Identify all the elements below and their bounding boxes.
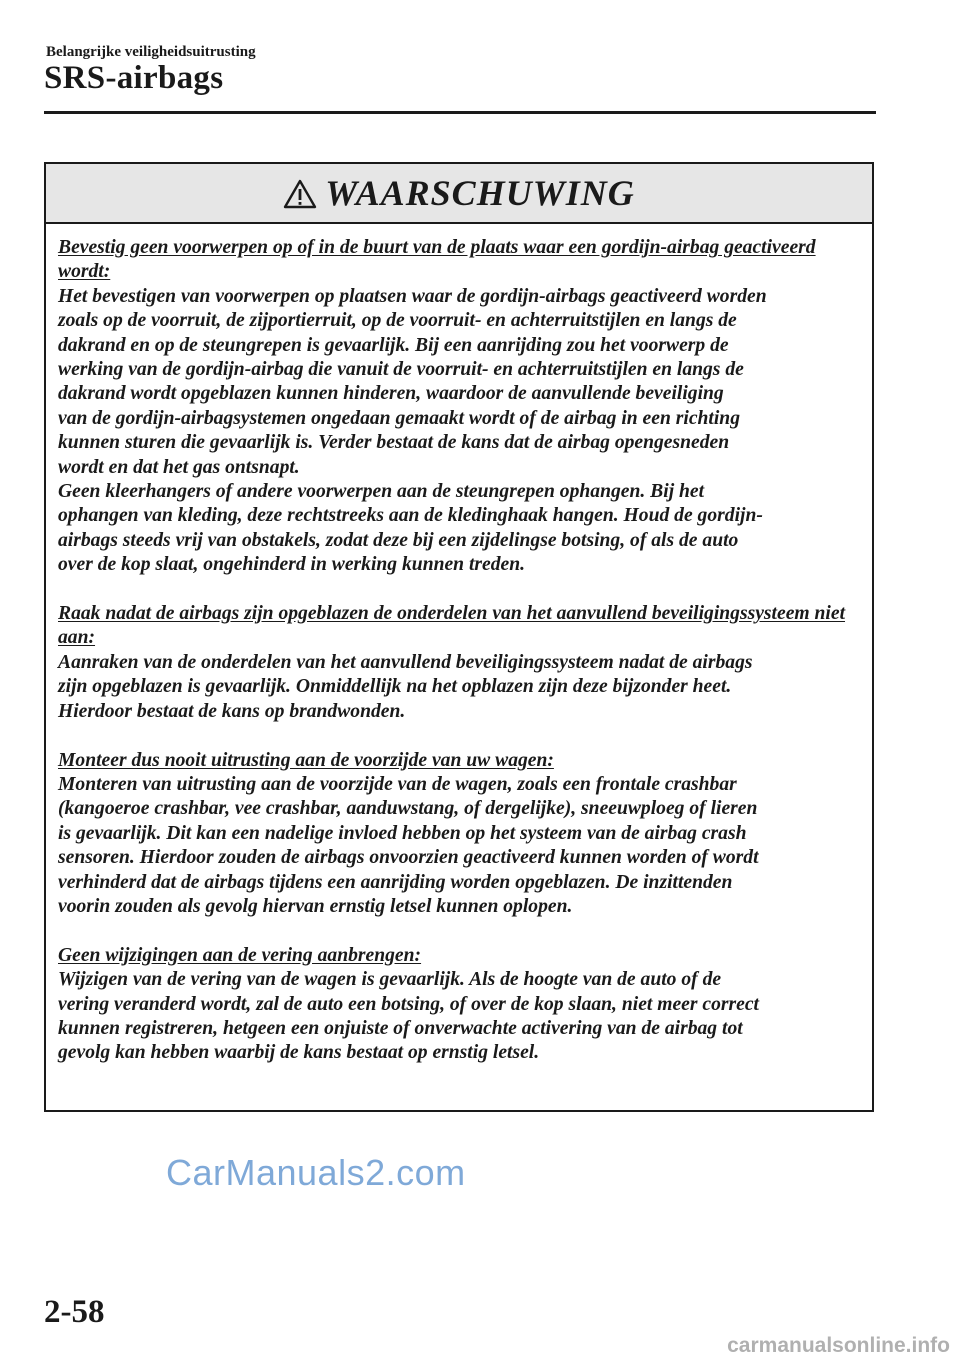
title-rule <box>44 111 876 114</box>
paragraph-line: zijn opgeblazen is gevaarlijk. Onmiddellijk na het opblazen zijn deze bijzonder heet. <box>58 676 732 698</box>
paragraph-line: Hierdoor bestaat de kans op brandwonden. <box>58 700 406 722</box>
paragraph-line: dakrand wordt opgeblazen kunnen hinderen, waardoor de aanvullende beveiliging <box>58 383 724 405</box>
warning-header <box>46 164 872 224</box>
paragraph-line: gevolg kan hebben waarbij de kans bestaat op ernstig letsel. <box>58 1042 540 1064</box>
paragraph-line: airbags steeds vrij van obstakels, zodat deze bij een zijdelingse botsing, of als de auto <box>58 529 739 551</box>
paragraph-line: wordt en dat het gas ontsnapt. <box>58 456 300 478</box>
warning-title: WAARSCHUWING <box>325 173 635 213</box>
warning-paragraph <box>58 944 860 1066</box>
paragraph-line: van de gordijn-airbagsystemen ongedaan gemaakt wordt of de airbag in een richting <box>58 407 740 429</box>
warning-paragraph <box>58 749 860 920</box>
paragraph-line: Aanraken van de onderdelen van het aanvullend beveiligingssysteem nadat de airbags <box>58 651 753 673</box>
paragraph-line: dakrand en op de steungrepen is gevaarlijk. Bij een aanrijding zou het voorwerp de <box>58 334 729 356</box>
paragraph-line: voorin zouden als gevolg hiervan ernstig letsel kunnen oplopen. <box>58 895 573 917</box>
paragraph-line: zoals op de voorruit, de zijportierruit, op de voorruit- en achterruitstijlen en langs de <box>58 310 737 332</box>
warning-box <box>44 162 874 1112</box>
paragraph-line: Wijzigen van de vering van de wagen is gevaarlijk. Als de hoogte van de auto of de <box>58 969 722 991</box>
footer-watermark[interactable]: carmanualsonline.info <box>727 1334 950 1357</box>
paragraph-line: vering veranderd wordt, zal de auto een botsing, of over de kop slaan, niet meer correct <box>58 993 759 1015</box>
paragraph-line: Geen kleerhangers of andere voorwerpen aan de steungrepen ophangen. Bij het <box>58 481 705 503</box>
section-label: Belangrijke veiligheidsuitrusting <box>46 44 256 60</box>
paragraph-line: ophangen van kleding, deze rechtstreeks aan de kledinghaak hangen. Houd de gordijn- <box>58 505 763 527</box>
paragraph-line: is gevaarlijk. Dit kan een nadelige invloed hebben op het systeem van de airbag crash <box>58 822 747 844</box>
paragraph-line: werking van de gordijn-airbag die vanuit de voorruit- en achterruitstijlen en langs de <box>58 359 744 381</box>
page-number: 2-58 <box>44 1294 105 1330</box>
warning-paragraph <box>58 236 860 578</box>
paragraph-line: sensoren. Hierdoor zouden de airbags onvoorzien geactiveerd kunnen worden of wordt <box>58 847 759 869</box>
paragraph-heading: Monteer dus nooit uitrusting aan de voorzijde van uw wagen: <box>58 749 554 771</box>
paragraph-line: (kangoeroe crashbar, vee crashbar, aanduwstang, of dergelijke), sneeuwploeg of lieren <box>58 798 758 820</box>
paragraph-line: Het bevestigen van voorwerpen op plaatsen waar de gordijn-airbags geactiveerd worden <box>58 285 767 307</box>
paragraph-line: Monteren van uitrusting aan de voorzijde van de wagen, zoals een frontale crashbar <box>58 773 737 795</box>
paragraph-line: kunnen registreren, hetgeen een onjuiste of onverwachte activering van de airbag tot <box>58 1017 743 1039</box>
warning-paragraph <box>58 602 860 724</box>
paragraph-line: kunnen sturen die gevaarlijk is. Verder bestaat de kans dat de airbag opengesneden <box>58 432 730 454</box>
page-title: SRS-airbags <box>44 60 224 96</box>
paragraph-heading: Bevestig geen voorwerpen op of in de buurt van de plaats waar een gordijn-airbag geactiveerd wordt: <box>58 237 816 283</box>
paragraph-heading: Raak nadat de airbags zijn opgeblazen de onderdelen van het aanvullend beveiligingssysteem niet aan: <box>58 603 846 649</box>
paragraph-line: verhinderd dat de airbags tijdens een aanrijding worden opgeblazen. De inzittenden <box>58 871 733 893</box>
warning-triangle-icon <box>283 179 317 209</box>
warning-body <box>46 224 872 1066</box>
watermark-logo[interactable]: CarManuals2.com <box>166 1152 466 1193</box>
paragraph-line: over de kop slaat, ongehinderd in werking kunnen treden. <box>58 554 526 576</box>
paragraph-heading: Geen wijzigingen aan de vering aanbrengen: <box>58 944 422 966</box>
